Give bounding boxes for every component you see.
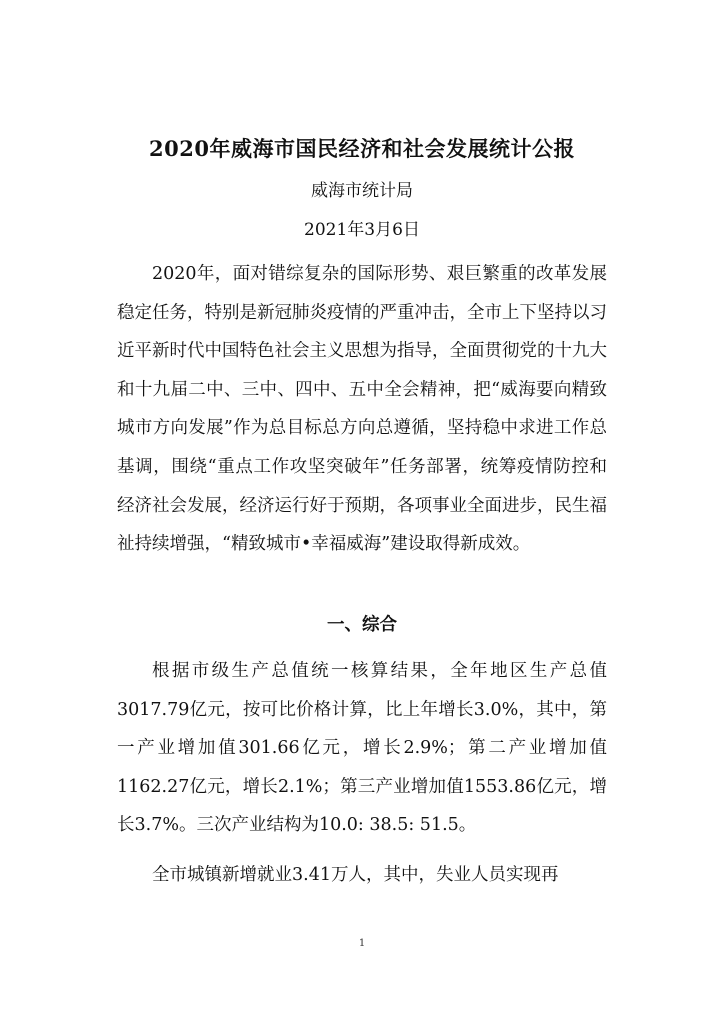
document-title: 2020年威海市国民经济和社会发展统计公报 xyxy=(149,136,575,161)
section-heading: 一、综合 xyxy=(327,615,397,635)
page-number: 1 xyxy=(358,938,366,949)
intro-paragraph: 2020年，面对错综复杂的国际形势、艰巨繁重的改革发展稳定任务，特别是新冠肺炎疫情的严重冲击，全市上下坚持以习近平新时代中国特色社会主义思想为指导，全面贯彻党的十九大和十九届二中、三中、四中、五中全会精神，把“威海要向精致城市方向发展”作为总目标总方向总遵循，坚持稳中求进工作总基调，围绕“重点工作攻坚突破年”任务部署，统筹疫情防控和经济社会发展，经济运行好于预期，各项事业全面进步，民生福祉持续增强，“精致城市•幸福威海”建设取得新成效。 xyxy=(117,264,607,555)
gdp-paragraph: 根据市级生产总值统一核算结果，全年地区生产总值3017.79亿元，按可比价格计算，比上年增长3.0%，其中，第一产业增加值301.66亿元，增长2.9%；第二产业增加值1162.27亿元，增长2.1%；第三产业增加值1553.86亿元，增长3.7%。三次产业结构为10.0: 38.5: 51.5。 xyxy=(117,661,607,836)
issuing-agency: 威海市统计局 xyxy=(311,181,413,201)
publication-date: 2021年3月6日 xyxy=(304,220,420,240)
employment-paragraph: 全市城镇新增就业3.41万人，其中，失业人员实现再 xyxy=(152,865,559,885)
